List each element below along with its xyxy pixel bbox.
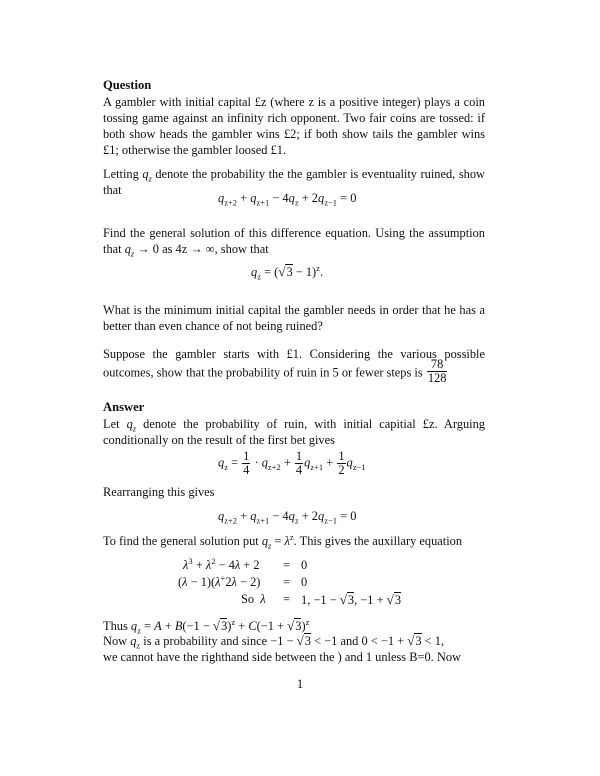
answer-paragraph-1: Let $q_z$ denote the probability of ruin, with initial capitial £z. Arguing conditionally on the result of the first bet gives	[103, 417, 485, 447]
solution-equation: $q_z = (√3 - 1)^z$.	[251, 262, 324, 282]
document-page: Question A gambler with initial capital £z (where z is a positive integer) plays a coin tossing game against an infinity rich opponent. Two fair coins are tossed: if both show heads the gambler wins £2; if both show tails the gambler wins £1; otherwise the gambler loosed £1. Letting $q_z$ denote the probability the the gambler is eventuality ruined, show that $q_{z+2} + q_{z+1} - 4q_z + 2q_{z-1} = 0$ Find the general solution of this difference equation. Using the assumption that $q_z \to 0$ as 4z → ∞, show that $q_z = (√3 - 1)^z$. What is the minimum initial capital the gambler needs in order that he has a better than even chance of not being ruined? Suppose the gambler starts with £1. Considering the various possible outcomes, show that the probability of ruin in 5 or fewer steps is $\frac{78}{128}$ Answer Let $q_z$ denote the probability of ruin, with initial capitial £z. Arguing conditionally on the result of the first bet gives $q_z$ = $\frac{1}{4}$ · $q_{z+2}$ + $\frac{1}{4}$ $q_{z+1}$ + $\frac{1}{2}$ $q_{z-1}$ Rearranging this gives $q_{z+2} + q_{z+1} - 4q_z + 2q_{z-1} = 0$ To find the general solution put $q_z = \lambda^z$. This gives the auxillary equation $\lambda^3 + \lambda^2 - 4\lambda + 2$ = 0 (λ − 1)(λ+2λ − 2) = 0 So λ = 1, −1 − √3, −1 + √3 Thus $q_z = A + B(-1 - √3)^z + C(-1 + √3)^z$ Now $q_z$ is a probability and since −1 − √3 < −1 and 0 < −1 + √3 < 1, we cannot have the righthand side between the ) and 1 unless B=0. Now 1	[0, 0, 600, 776]
question-paragraph-5: Suppose the gambler starts with £1. Considering the various possible outcomes, show that the probability of ruin in 5 or fewer steps is $\frac{78}{128}$	[103, 347, 485, 385]
question-heading: Question	[103, 78, 152, 92]
question-paragraph-1: A gambler with initial capital £z (where z is a positive integer) plays a coin tossing game against an infinity rich opponent. Two fair coins are tossed: if both show heads the gambler wins £2; if both show tails the gambler wins £1; otherwise the gambler loosed £1.	[103, 95, 485, 157]
question-paragraph-3: Find the general solution of this difference equation. Using the assumption that $q_z \to 0$ as 4z → ∞, show that	[103, 226, 485, 259]
ruin-probability-fraction: $\frac{78}{128}$	[427, 357, 447, 385]
question-paragraph-4: What is the minimum initial capital the gambler needs in order that he has a better than even chance of not being ruined?	[103, 303, 485, 333]
answer-now-line: Now $q_z$ is a probability and since −1 − √3 < −1 and 0 < −1 + √3 < 1,	[103, 633, 445, 651]
answer-last-line: we cannot have the righthand side between the ) and 1 unless B=0. Now	[103, 650, 461, 664]
answer-paragraph-3: To find the general solution put $q_z = \lambda^z$. This gives the auxillary equation	[103, 531, 463, 551]
conditional-equation: $q_z$ = $\frac{1}{4}$ · $q_{z+2}$ + $\frac{1}{4}$ $q_{z+1}$ + $\frac{1}{2}$ $q_{z-1}$	[218, 449, 366, 477]
answer-thus-line: Thus $q_z = A + B(-1 - √3)^z + C(-1 + √3)^z$	[103, 616, 310, 636]
answer-paragraph-2: Rearranging this gives	[103, 485, 215, 499]
question-paragraph-2: Letting $q_z$ denote the probability the the gambler is eventuality ruined, show that	[103, 167, 485, 197]
rearranged-equation: $q_{z+2} + q_{z+1} - 4q_z + 2q_{z-1} = 0$	[218, 509, 357, 526]
page-number: 1	[296, 677, 304, 691]
difference-equation: $q_{z+2} + q_{z+1} - 4q_z + 2q_{z-1} = 0$	[218, 191, 357, 208]
answer-heading: Answer	[103, 400, 145, 414]
